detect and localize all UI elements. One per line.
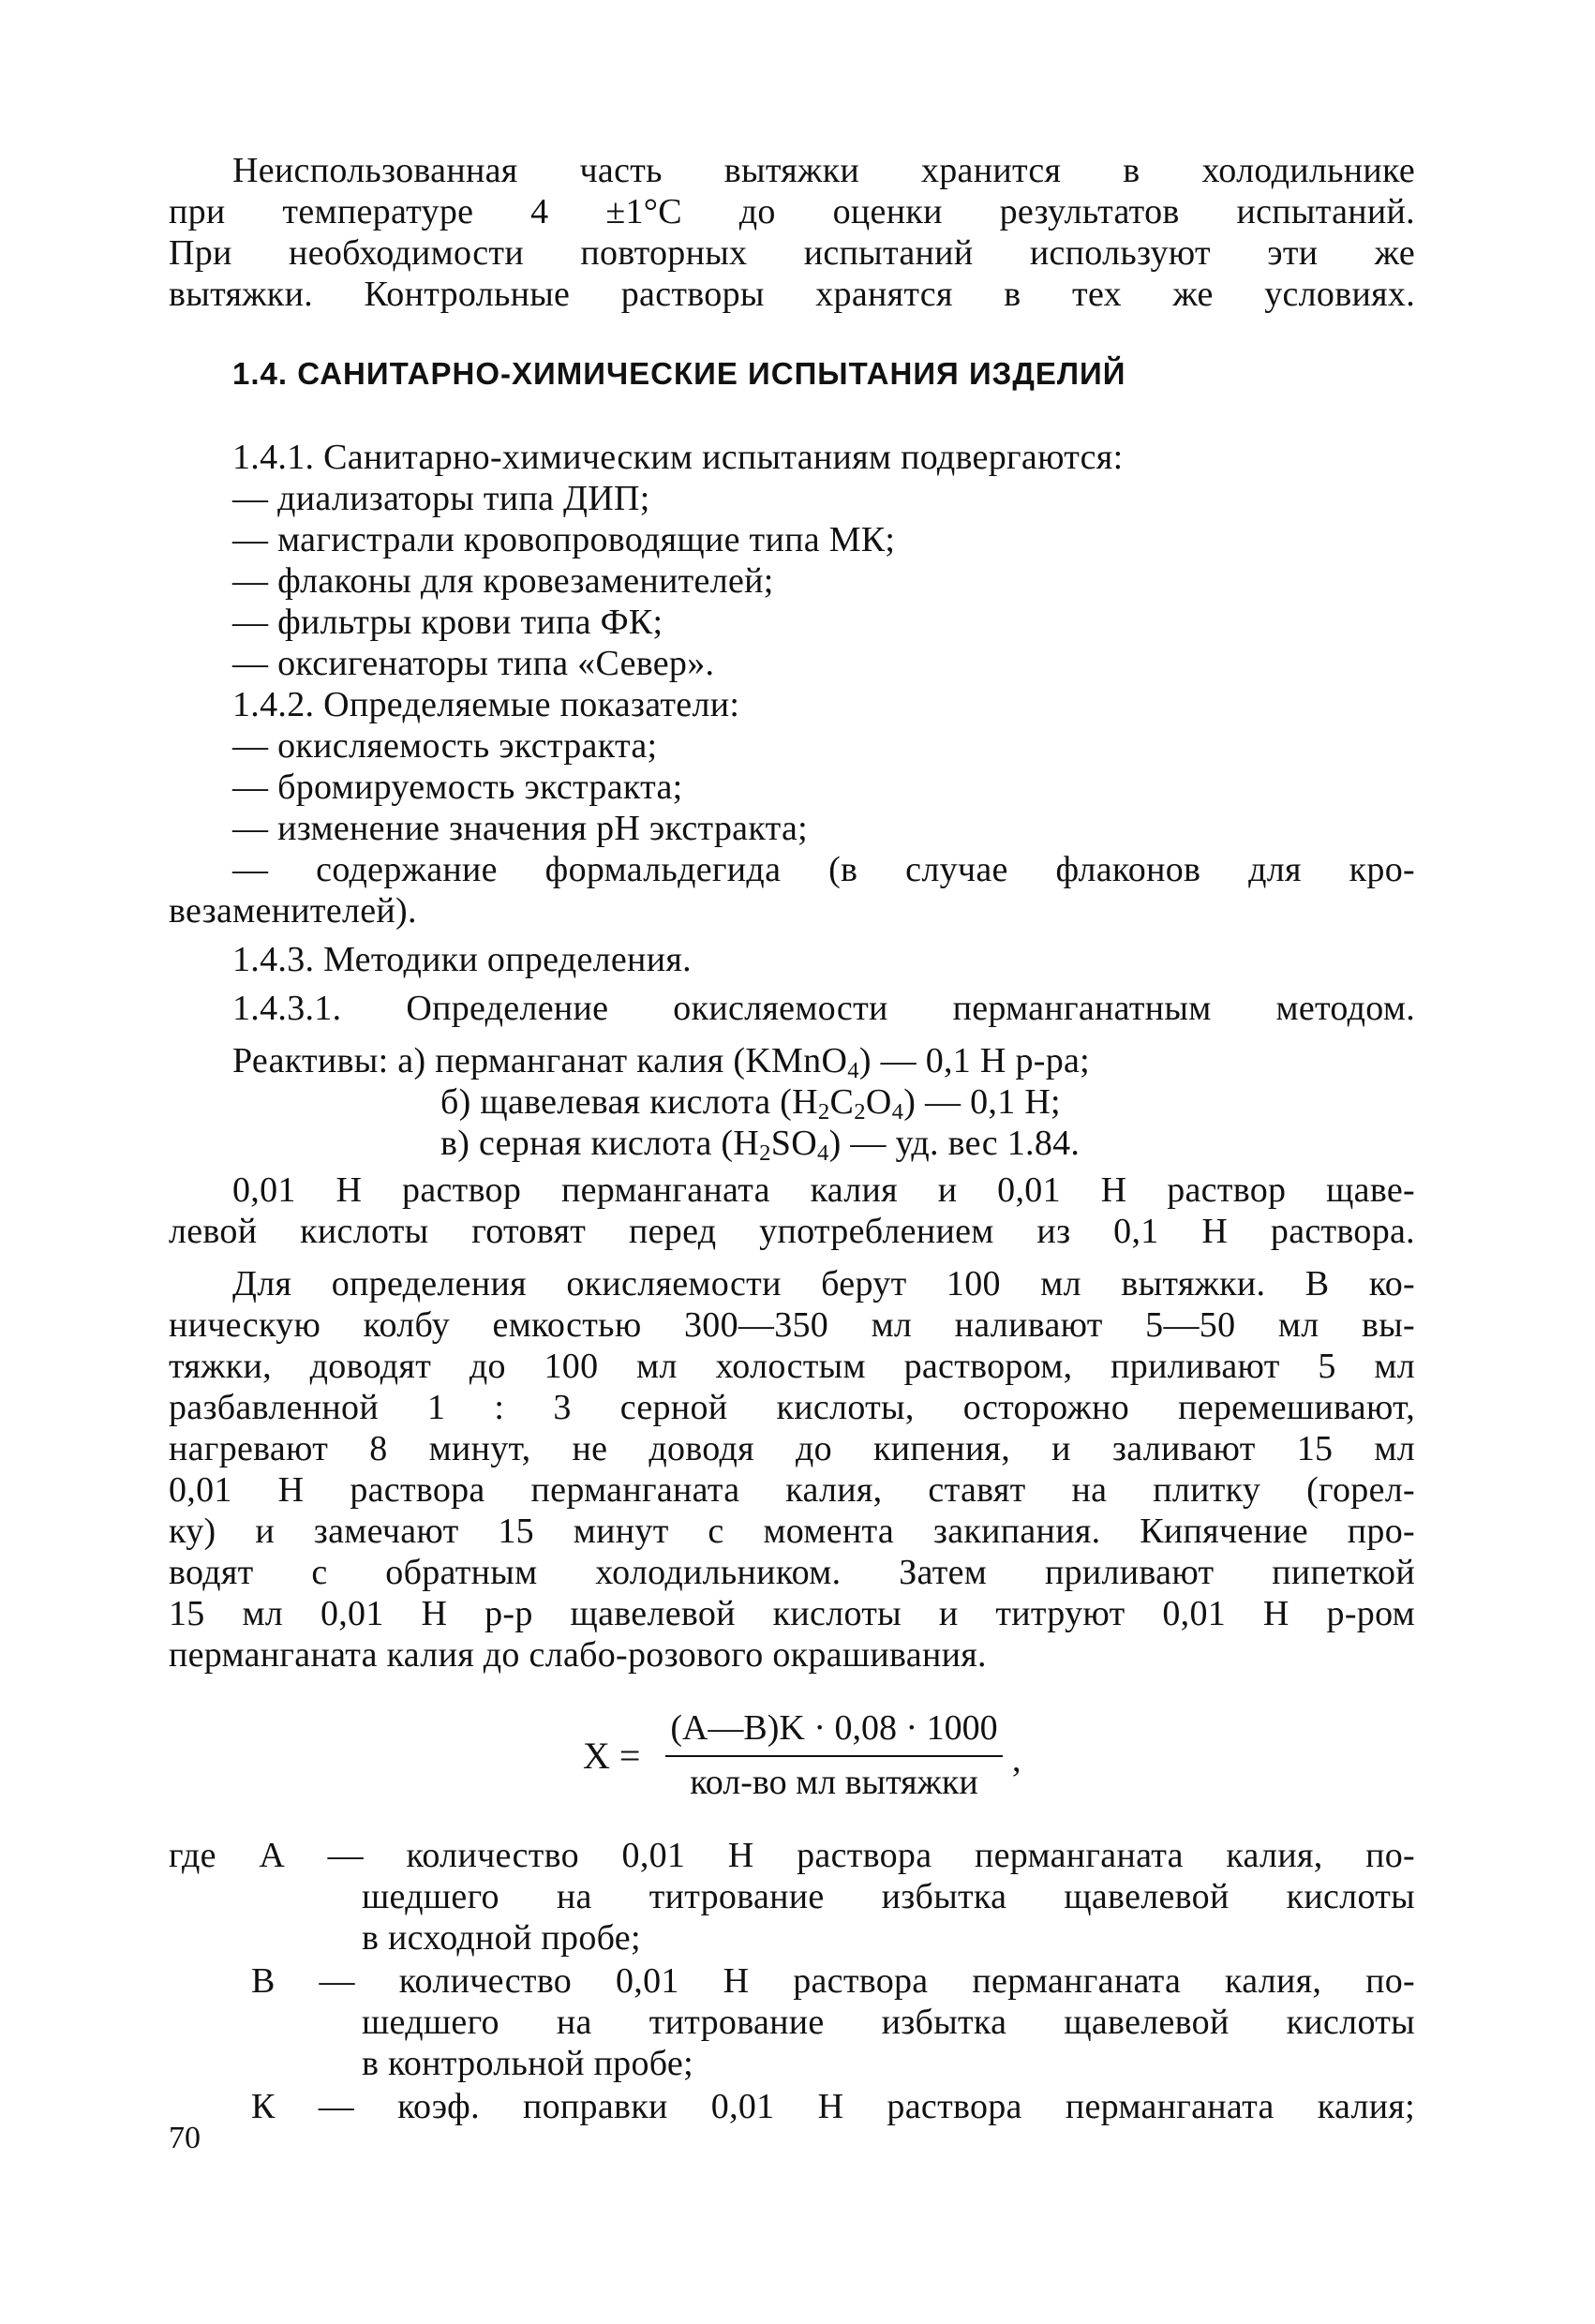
intro-line-1: Неиспользованная часть вытяжки хранится в холодильнике	[232, 151, 1415, 190]
reagent-b-suffix: ) — 0,1 Н;	[903, 1082, 1061, 1122]
oxidizability-formula	[583, 1707, 1108, 1810]
reagent-b-sub-3: 4	[891, 1099, 904, 1125]
para2-line-7: ку) и замечают 15 минут с момента закипания. Кипячение про-	[169, 1512, 1415, 1551]
def-a-line-3: в исходной пробе;	[362, 1918, 641, 1958]
subsection-2-item-1: — окисляемость экстракта;	[232, 726, 658, 766]
def-b-line-2: шедшего на титрование избытка щавелевой кислоты	[362, 2003, 1415, 2042]
reagent-c-sub-1: 2	[759, 1140, 771, 1167]
intro-line-2: при температуре 4 ±1°С до оценки результатов испытаний.	[169, 192, 1415, 231]
subsection-2-title: 1.4.2. Определяемые показатели:	[232, 685, 740, 724]
def-a-line-1: где А — количество 0,01 Н раствора перманганата калия, по-	[169, 1836, 1415, 1875]
reagent-c-suffix: ) — уд. вес 1.84.	[828, 1124, 1081, 1163]
para2-line-8: водят с обратным холодильником. Затем приливают пипеткой	[169, 1553, 1415, 1592]
page-number: 70	[169, 2121, 201, 2155]
formula-fraction-bar	[665, 1755, 1003, 1757]
reagent-a	[232, 1040, 1479, 1084]
subsection-3-title: 1.4.3. Методики определения.	[232, 940, 692, 979]
intro-line-4: вытяжки. Контрольные растворы хранятся в тех же условиях.	[169, 275, 1415, 314]
def-k-line: К — коэф. поправки 0,01 Н раствора перманганата калия;	[251, 2087, 1415, 2126]
para2-line-1: Для определения окисляемости берут 100 мл вытяжки. В ко-	[232, 1264, 1415, 1304]
subsection-2-item-3: — изменение значения pH экстракта;	[232, 809, 809, 848]
subsection-1-item-4: — фильтры крови типа ФК;	[232, 603, 663, 642]
reagent-b-prefix: б) щавелевая кислота (H	[440, 1082, 818, 1122]
formula-numerator: (A—B)K · 0,08 · 1000	[670, 1708, 998, 1748]
subsection-1-item-1: — диализаторы типа ДИП;	[232, 479, 650, 518]
subsection-1-item-3: — флаконы для кровезаменителей;	[232, 561, 774, 601]
reagent-b-sub-1: 2	[817, 1099, 830, 1125]
formula-lhs: X =	[583, 1735, 641, 1777]
subsection-3-subtitle: 1.4.3.1. Определение окисляемости перманганатным методом.	[232, 989, 1415, 1028]
formula-comma: ,	[1012, 1740, 1021, 1780]
reagent-c-sub-2: 4	[816, 1140, 829, 1167]
section-heading: 1.4. САНИТАРНО-ХИМИЧЕСКИЕ ИСПЫТАНИЯ ИЗДЕЛИЙ	[232, 356, 1126, 391]
reagent-b-mid-1: C	[829, 1082, 855, 1122]
formula-denominator: кол-во мл вытяжки	[690, 1763, 978, 1802]
reagent-a-prefix: а) перманганат калия (KMnO	[397, 1041, 848, 1080]
para1-line-1: 0,01 Н раствор перманганата калия и 0,01 Н раствор щаве-	[232, 1170, 1415, 1210]
para2-line-10: перманганата калия до слабо-розового окрашивания.	[169, 1635, 987, 1675]
def-b-line-1: В — количество 0,01 Н раствора перманганата калия, по-	[251, 1961, 1415, 2001]
subsection-2-item-4: — содержание формальдегида (в случае флаконов для кро-	[232, 850, 1415, 889]
reagent-c	[440, 1123, 1595, 1167]
reagent-a-suffix: ) — 0,1 Н р-ра;	[858, 1041, 1091, 1080]
def-b-line-3: в контрольной пробе;	[362, 2044, 693, 2083]
subsection-1-title: 1.4.1. Санитарно-химическим испытаниям подвергаются:	[232, 438, 1124, 477]
reagent-a-sub: 4	[847, 1058, 859, 1084]
intro-line-3: При необходимости повторных испытаний используют эти же	[169, 233, 1415, 273]
subsection-1-item-2: — магистрали кровопроводящие типа МК;	[232, 520, 896, 559]
subsection-1-item-5: — оксигенаторы типа «Север».	[232, 644, 715, 683]
reagents-label: Реактивы:	[232, 1041, 389, 1080]
para2-line-3: тяжки, доводят до 100 мл холостым раствором, приливают 5 мл	[169, 1347, 1415, 1386]
para1-line-2: левой кислоты готовят перед употреблением из 0,1 Н раствора.	[169, 1212, 1415, 1251]
para2-line-5: нагревают 8 минут, не доводя до кипения, и заливают 15 мл	[169, 1429, 1415, 1468]
para2-line-6: 0,01 Н раствора перманганата калия, ставят на плитку (горел-	[169, 1470, 1415, 1510]
reagent-b-mid-2: O	[865, 1082, 892, 1122]
para2-line-4: разбавленной 1 : 3 серной кислоты, осторожно перемешивают,	[169, 1388, 1415, 1427]
subsection-2-item-2: — бромируемость экстракта;	[232, 767, 683, 807]
para2-line-9: 15 мл 0,01 Н р-р щавелевой кислоты и титруют 0,01 Н р-ром	[169, 1594, 1415, 1633]
subsection-2-item-4-cont: везаменителей).	[169, 891, 417, 931]
reagent-b-sub-2: 2	[854, 1099, 866, 1125]
reagent-c-mid: SO	[770, 1124, 817, 1163]
reagent-c-prefix: в) серная кислота (H	[440, 1124, 760, 1163]
def-a-line-2: шедшего на титрование избытка щавелевой кислоты	[362, 1877, 1415, 1916]
reagent-b	[440, 1081, 1595, 1123]
para2-line-2: ническую колбу емкостью 300—350 мл наливают 5—50 мл вы-	[169, 1305, 1415, 1345]
